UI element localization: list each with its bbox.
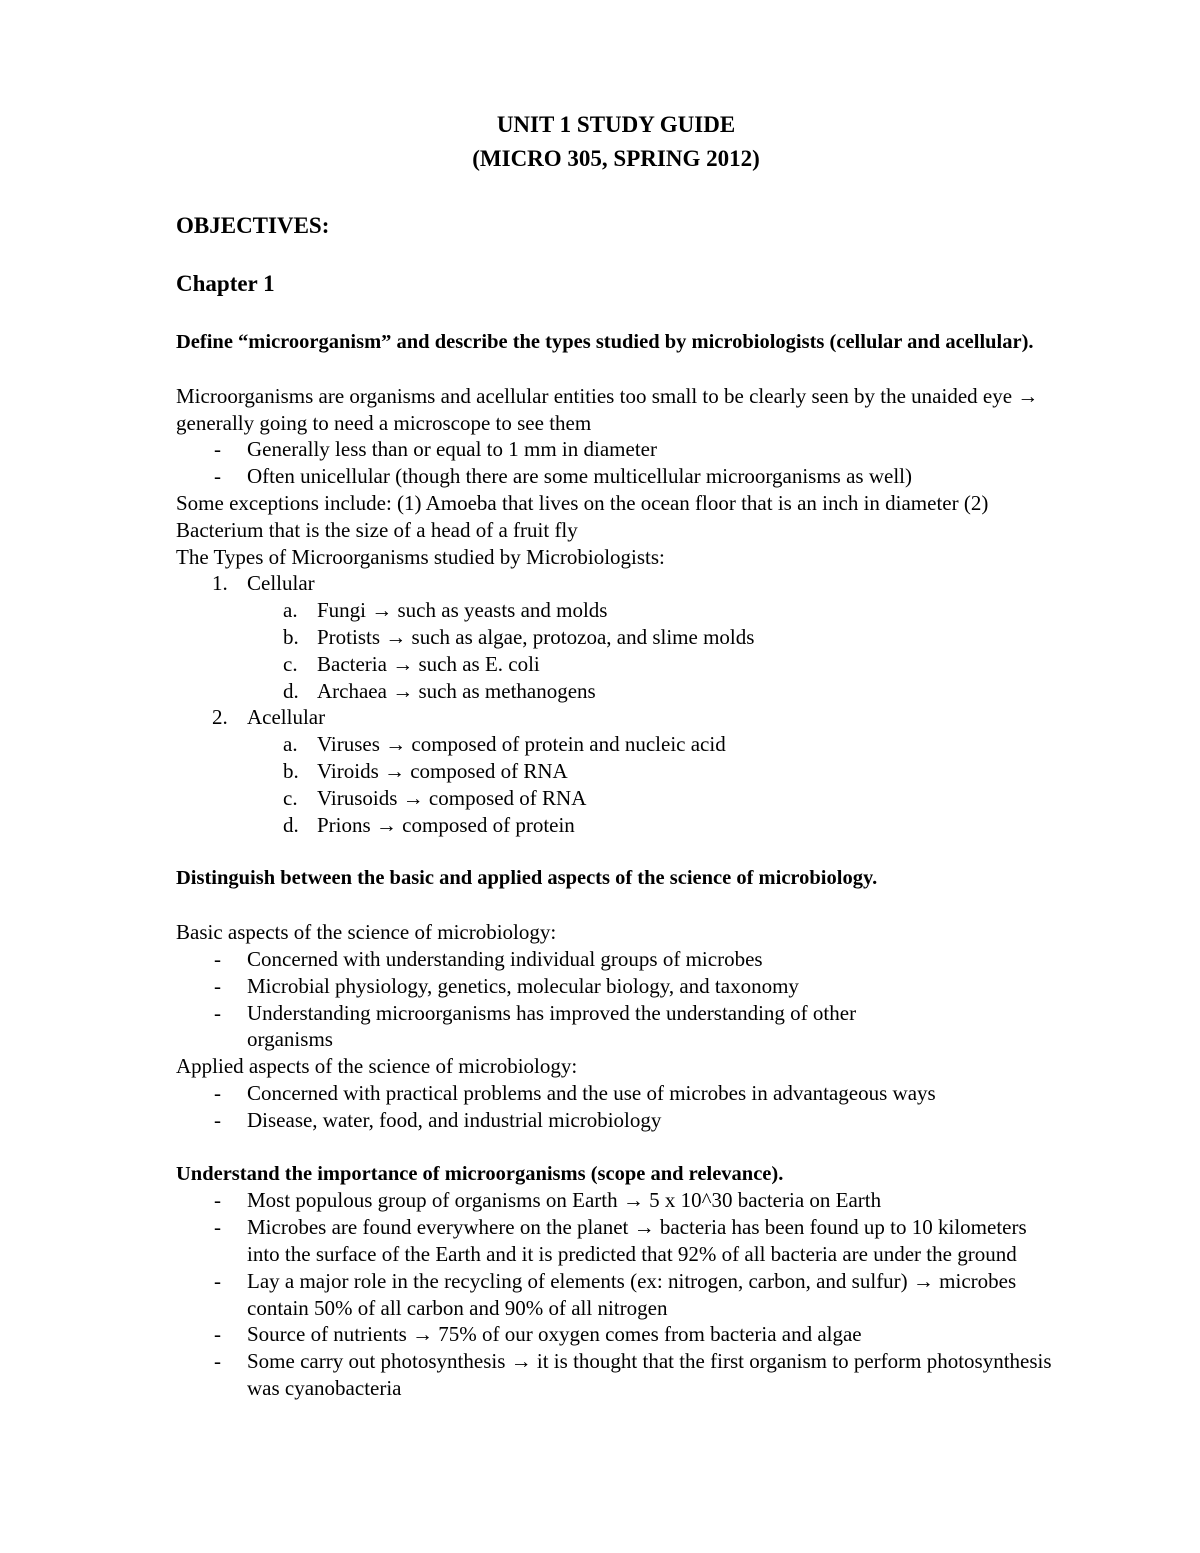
list-item: - Disease, water, food, and industrial microbiology: [176, 1107, 1056, 1134]
list-marker: c.: [283, 651, 298, 676]
list-item: - Generally less than or equal to 1 mm in diameter: [176, 436, 1056, 463]
list-marker: a.: [283, 732, 298, 757]
list-marker: b.: [283, 758, 299, 783]
paragraph-applied-intro: Applied aspects of the science of microbiology:: [176, 1054, 578, 1079]
list-marker: d.: [283, 812, 299, 837]
list-item-cellular: [176, 570, 1056, 597]
list-item: - Often unicellular (though there are some multicellular microorganisms as well): [176, 463, 1056, 490]
list-item: [176, 678, 1056, 705]
paragraph-basic-intro: Basic aspects of the science of microbiology:: [176, 920, 557, 945]
list-item: - Understanding microorganisms has improved the understanding of other organisms: [176, 1000, 1056, 1054]
list-item-text: Viroids → composed of RNA: [317, 758, 568, 783]
list-marker: 2.: [212, 705, 228, 730]
list-item: [176, 651, 1056, 678]
list-item: [176, 624, 1056, 651]
list-item-text: Virusoids → composed of RNA: [317, 785, 587, 810]
list-item-label: Cellular: [247, 571, 315, 596]
list-item-text: Viruses → composed of protein and nucleic acid: [317, 732, 726, 757]
paragraph-exceptions: Some exceptions include: (1) Amoeba that lives on the ocean floor that is an inch in diameter (2) Bacterium that is the size of a head of a fruit fly: [176, 490, 989, 542]
list-item: [176, 758, 1056, 785]
list-item: - Source of nutrients → 75% of our oxygen comes from bacteria and algae: [176, 1321, 1056, 1348]
list-marker: d.: [283, 678, 299, 703]
document-page: [176, 108, 1056, 1402]
paragraph-types-intro: The Types of Microorganisms studied by Microbiologists:: [176, 544, 665, 569]
list-item: [176, 812, 1056, 839]
list-item: [176, 731, 1056, 758]
title-line-1: UNIT 1 STUDY GUIDE: [496, 112, 736, 137]
list-marker: a.: [283, 598, 298, 623]
title-line-2: (MICRO 305, SPRING 2012): [472, 146, 760, 171]
list-marker: 1.: [212, 571, 228, 596]
paragraph-definition: Microorganisms are organisms and acellular entities too small to be clearly seen by the unaided eye → generally going to need a microscope to see them: [176, 383, 1039, 435]
list-item: - Microbial physiology, genetics, molecular biology, and taxonomy: [176, 973, 1056, 1000]
list-item: [176, 597, 1056, 624]
list-item-text: Bacteria → such as E. coli: [317, 651, 540, 676]
list-marker: b.: [283, 624, 299, 649]
section-heading-importance: Understand the importance of microorganisms (scope and relevance).: [176, 1162, 784, 1185]
list-item: [176, 785, 1056, 812]
list-item: - Microbes are found everywhere on the planet → bacteria has been found up to 10 kilometers into the surface of the Earth and it is predicted that 92% of all bacteria are under the ground: [176, 1214, 1056, 1268]
list-item-acellular: [176, 704, 1056, 731]
chapter-heading: Chapter 1: [176, 271, 275, 296]
list-item-text: Archaea → such as methanogens: [317, 678, 596, 703]
list-item-text: Prions → composed of protein: [317, 812, 575, 837]
list-item: - Some carry out photosynthesis → it is thought that the first organism to perform photosynthesis was cyanobacteria: [176, 1348, 1056, 1402]
list-item-text: Fungi → such as yeasts and molds: [317, 598, 608, 623]
objectives-heading: OBJECTIVES:: [176, 213, 330, 238]
list-item-label: Acellular: [247, 705, 326, 730]
list-item: - Most populous group of organisms on Earth → 5 x 10^30 bacteria on Earth: [176, 1187, 1056, 1214]
section-heading-basic-applied: Distinguish between the basic and applied aspects of the science of microbiology.: [176, 867, 878, 890]
list-item: - Concerned with understanding individual groups of microbes: [176, 946, 1056, 973]
list-item: - Concerned with practical problems and the use of microbes in advantageous ways: [176, 1080, 1056, 1107]
list-marker: c.: [283, 785, 298, 810]
section-heading-microorganism: Define “microorganism” and describe the types studied by microbiologists (cellular and acellular).: [176, 331, 1034, 353]
list-item-text: Protists → such as algae, protozoa, and slime molds: [317, 624, 755, 649]
list-item: - Lay a major role in the recycling of elements (ex: nitrogen, carbon, and sulfur) → microbes contain 50% of all carbon and 90% of all nitrogen: [176, 1268, 1056, 1322]
